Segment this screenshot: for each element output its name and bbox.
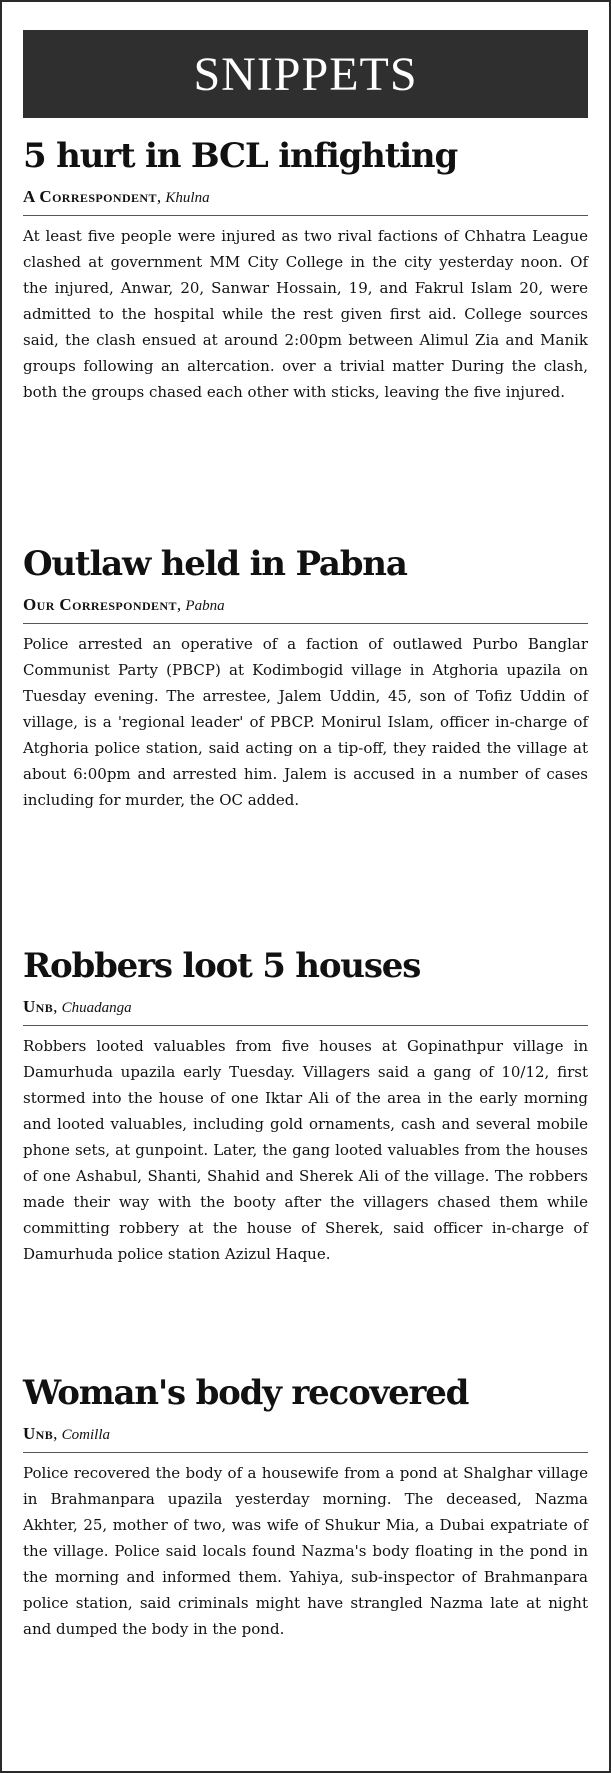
byline-comma: , — [176, 595, 186, 614]
byline-comma: , — [156, 187, 166, 206]
article-body-recovered — [23, 1373, 588, 1773]
article-body: Police arrested an operative of a faction of outlawed Purbo Banglar Communist Party (PBCP) at Kodimbogid village in Atghoria upazila on Tuesday evening. The arrestee, Jalem Uddin, 45, son of Tofiz Uddin of village, is a 'regional leader' of PBCP. Monirul Islam, officer in-charge of Atghoria police station, said acting on a tip-off, they raided the village at about 6:00pm and arrested him. Jalem is accused in a number of cases including for murder, the OC added. — [23, 635, 588, 809]
byline-divider — [23, 623, 588, 624]
section-banner — [23, 30, 588, 118]
article-body: Police recovered the body of a housewife from a pond at Shalghar village in Brahmanpara upazila yesterday morning. The deceased, Nazma Akhter, 25, mother of two, was wife of Shukur Mia, a Dubai expatriate of the village. Police said locals found Nazma's body floating in the pond in the morning and informed them. Yahiya, sub-inspector of Brahmanpara police station, said criminals might have strangled Nazma late at night and dumped the body in the pond. — [23, 1464, 588, 1638]
article-headline: Robbers loot 5 houses — [23, 946, 421, 986]
byline-place: Comilla — [61, 1427, 110, 1443]
article-headline: 5 hurt in BCL infighting — [23, 136, 458, 176]
byline-divider — [23, 1452, 588, 1453]
byline-place: Khulna — [165, 190, 210, 206]
byline-agency: Our Correspondent — [23, 595, 177, 614]
article-bcl-infighting — [23, 136, 588, 544]
article-robbers-loot — [23, 946, 588, 1373]
byline-agency: Unb — [23, 997, 54, 1016]
section-title: SNIPPETS — [193, 47, 418, 101]
article-outlaw-held — [23, 544, 588, 946]
byline-place: Chuadanga — [61, 1000, 132, 1016]
byline-comma: , — [53, 1424, 62, 1443]
article-byline — [23, 594, 588, 617]
byline-comma: , — [53, 997, 62, 1016]
article-byline — [23, 996, 588, 1019]
byline-divider — [23, 1025, 588, 1026]
article-byline — [23, 1423, 588, 1446]
byline-agency: Unb — [23, 1424, 54, 1443]
byline-agency: A Correspondent — [23, 187, 157, 206]
article-body: At least five people were injured as two rival factions of Chhatra League clashed at government MM City College in the city yesterday noon. Of the injured, Anwar, 20, Sanwar Hossain, 19, and Fakrul Islam 20, were admitted to the hospital while the rest given first aid. College sources said, the clash ensued at around 2:00pm between Alimul Zia and Manik groups following an altercation. over a trivial matter During the clash, both the groups chased each other with sticks, leaving the five injured. — [23, 227, 588, 401]
byline-place: Pabna — [185, 598, 225, 614]
byline-divider — [23, 215, 588, 216]
article-byline — [23, 186, 588, 209]
article-headline: Outlaw held in Pabna — [23, 544, 407, 584]
article-body: Robbers looted valuables from five houses at Gopinathpur village in Damurhuda upazila early Tuesday. Villagers said a gang of 10/12, first stormed into the house of one Iktar Ali of the area in the early morning and looted valuables, including gold ornaments, cash and several mobile phone sets, at gunpoint. Later, the gang looted valuables from the houses of one Ashabul, Shanti, Shahid and Sherek Ali of the village. The robbers made their way with the booty after the villagers chased them while committing robbery at the house of Sherek, said officer in-charge of Damurhuda police station Azizul Haque. — [23, 1037, 588, 1263]
article-headline: Woman's body recovered — [23, 1373, 469, 1413]
